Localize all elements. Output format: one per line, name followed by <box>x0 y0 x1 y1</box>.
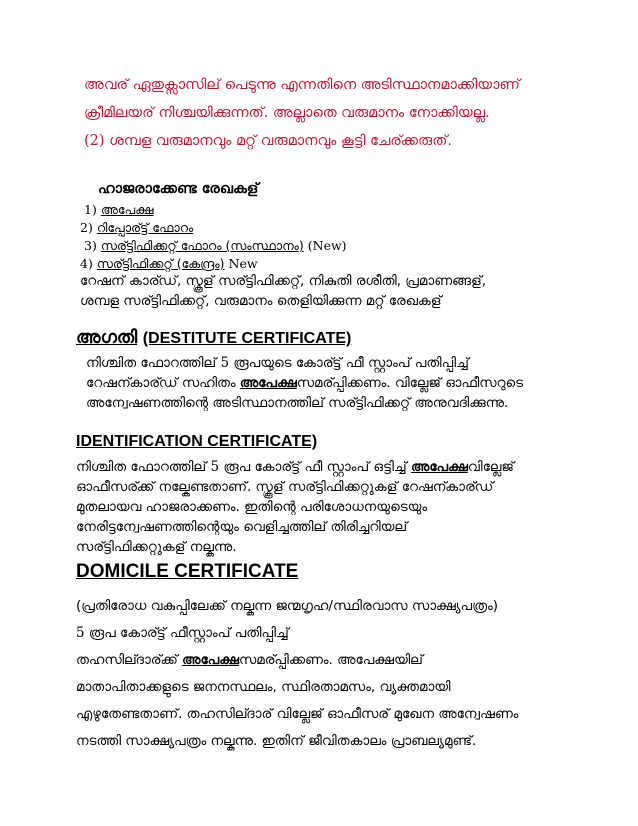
intro-line-1: അവര് ഏതുക്സാസില് പെടുന്നു എന്നതിനെ അടിസ്ഥാനമാക്കിയാണ് <box>84 77 520 93</box>
domicile-line-1: (പ്രതിരോധ വകുപ്പിലേക്ക് നല്കുന്ന ജന്മഗൃഹ/സ്ഥിരവാസ സാക്ഷ്യപത്രം) <box>76 598 499 614</box>
identification-line-2: ഓഫീസര്ക്ക് നല്കേണ്ടതാണ്. സ്കൂള് സര്ട്ടിഫിക്കറ്റുകള് റേഷന്കാര്ഡ് <box>76 479 494 495</box>
identification-line-4: നേരിട്ടന്വേഷണത്തിന്റെയും വെളിച്ചത്തില് തിരിച്ചറിയല് <box>76 519 408 535</box>
destitute-heading-english: (DESTITUTE CERTIFICATE) <box>142 330 352 347</box>
document-item-number: 1) <box>84 202 97 217</box>
document-item-1 <box>84 201 153 219</box>
domicile-line-6: നടത്തി സാക്ഷ്യപത്രം നല്കുന്നു. ഇതിന് ജീവിതകാലം പ്രാബല്യമുണ്ട്. <box>76 733 477 749</box>
domicile-text: രൂപ കോര്ട്ട് ഫീസ്റ്റാംപ് പതിപ്പിച്ച് <box>88 625 289 641</box>
destitute-text: നിശ്ചിത ഫോറത്തില് <box>86 355 217 371</box>
intro-item-number: (2) <box>84 133 105 149</box>
document-item-text: റിപ്പോര്ട്ട് ഫോറം <box>96 220 194 235</box>
domicile-text: തഹസില്ദാര്ക്ക് <box>76 652 178 668</box>
destitute-line-3: അന്വേഷണത്തിന്റെ അടിസ്ഥാനത്തില് സര്ട്ടിഫിക്കറ്റ് അനുവദിക്കുന്നു. <box>86 395 509 411</box>
destitute-text: റേഷന്കാര്ഡ് സഹിതം <box>86 375 236 391</box>
intro-line-3 <box>84 132 452 150</box>
domicile-line-4: മാതാപിതാക്കളുടെ ജനനസ്ഥലം, സ്ഥിരതാമസം, വ്യക്തമായി <box>76 679 451 695</box>
domicile-application-word: അപേക്ഷ <box>182 652 239 668</box>
identification-line-3: മുതലായവ ഹാജരാക്കണം. ഇതിന്റെ പരിശോധനയുടെയും <box>76 499 428 515</box>
destitute-fee-amount: 5 <box>220 355 230 371</box>
domicile-fee-amount: 5 <box>76 625 85 641</box>
identification-heading: IDENTIFICATION CERTIFICATE) <box>76 433 318 450</box>
document-item-3 <box>84 237 347 255</box>
domicile-line-2 <box>76 624 289 642</box>
document-item-number: 4) <box>80 256 93 271</box>
document-item-number: 3) <box>84 238 97 253</box>
documents-heading: ഹാജരാക്കേണ്ട രേഖകള് <box>98 181 259 197</box>
domicile-heading: DOMICILE CERTIFICATE <box>76 561 299 582</box>
document-item-4 <box>80 255 258 273</box>
destitute-text: സമര്പ്പിക്കണം. വില്ലേജ് ഓഫീസറുടെ <box>296 375 524 391</box>
document-item-text: സര്ട്ടിഫിക്കറ്റ് (കേന്ദ്രം) <box>96 256 225 271</box>
destitute-heading-malayalam: അഗതി <box>76 327 138 348</box>
document-item-note: (New) <box>307 238 347 253</box>
document-item-text: അപേക്ഷ <box>100 202 154 217</box>
destitute-line-1 <box>86 354 469 372</box>
identification-line-1 <box>76 458 514 476</box>
identification-line-5: സര്ട്ടിഫിക്കറ്റുകള് നല്കുന്നു. <box>76 539 237 555</box>
destitute-application-word: അപേക്ഷ <box>239 375 297 391</box>
document-item-number: 2) <box>80 220 93 235</box>
intro-item-text: ശമ്പള വരുമാനവും മറ്റ് വരുമാനവും കൂട്ടി ചേര്ക്കരുത്. <box>109 133 452 149</box>
domicile-text: സമര്പ്പിക്കണം. അപേക്ഷയില് <box>238 652 423 668</box>
document-item-2 <box>80 219 193 237</box>
document-item-text: സര്ട്ടിഫിക്കറ്റ് ഫോറം (സംസ്ഥാനം) <box>100 238 304 253</box>
identification-fee-amount: 5 <box>210 459 220 475</box>
destitute-line-2 <box>86 374 523 392</box>
documents-list-line-2: ശമ്പള സര്ട്ടിഫിക്കറ്റ്, വരുമാനം തെളിയിക്കുന്ന മറ്റ് രേഖകള് <box>80 293 442 309</box>
destitute-text: രൂപയുടെ കോര്ട്ട് ഫീ സ്റ്റാംപ് പതിപ്പിച്ച് <box>233 355 469 371</box>
domicile-line-3 <box>76 651 423 669</box>
identification-text: വില്ലേജ് <box>467 459 514 475</box>
identification-text: രൂപ കോര്ട്ട് ഫീ സ്റ്റാംപ് ഒട്ടിച്ച് <box>223 459 407 475</box>
destitute-heading <box>76 327 351 348</box>
documents-list-line-1: റേഷന് കാര്ഡ്, സ്കൂള് സര്ട്ടിഫിക്കറ്റ്, നികുതി രശീതി, പ്രമാണങ്ങള്, <box>80 273 487 289</box>
identification-application-word: അപേക്ഷ <box>410 459 468 475</box>
intro-line-2: ക്രീമിലയര് നിശ്ചയിക്കുന്നത്. അല്ലാതെ വരുമാനം നോക്കിയല്ല. <box>84 105 490 121</box>
domicile-line-5: എഴുതേണ്ടതാണ്. തഹസില്ദാര് വില്ലേജ് ഓഫീസര് മുഖേന അന്വേഷണം <box>76 706 519 722</box>
document-item-note: New <box>228 256 258 271</box>
identification-text: നിശ്ചിത ഫോറത്തില് <box>76 459 207 475</box>
